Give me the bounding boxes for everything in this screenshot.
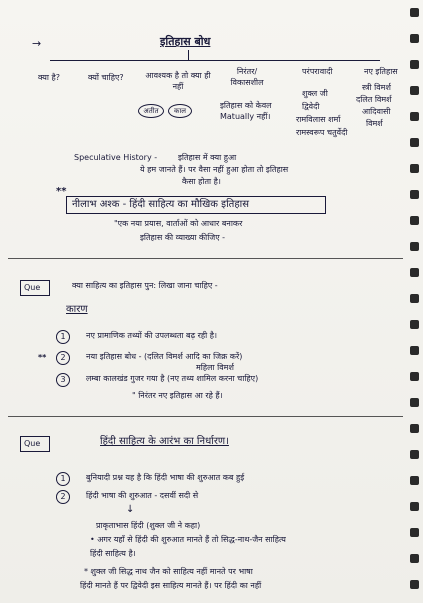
question-tag: Que [24,283,41,292]
circle-past: अतीत [138,104,164,118]
down-arrow: ↓ [126,504,135,515]
tree-connector [188,50,189,60]
binding-hole [410,450,419,459]
branch-necessary: आवश्यक है तो क्या ही नहीं [145,71,211,91]
note-line: * शुक्ल जी सिद्ध नाथ जैन को साहित्य नहीं मानते पर भाषा [84,567,253,576]
title-arrow: → [32,37,42,50]
speculative-line: ये हम जानते हैं। पर वैसा नहीं हुआ होता तो इतिहास [140,165,289,174]
traditional-item: शुक्ल जी [302,89,328,98]
binding-hole [410,268,419,277]
traditional-item: रामस्वरूप चतुर्वेदी [296,128,348,137]
point-text: बुनियादी प्रश्न यह है कि हिंदी भाषा की शुरुआत कब हुई [86,473,245,482]
point-text: लम्बा कालखंड गुजर गया है (नए तथ्य शामिल करना चाहिए) [86,374,259,383]
reason-heading: कारण [66,304,88,315]
point-number: 1 [56,330,70,344]
new-history-item: विमर्श [366,119,383,128]
star-note-line: "एक नया प्रयास, वार्ताओं को आधार बनाकर [114,219,243,228]
new-history-item: दलित विमर्श [356,95,392,104]
point-subtext: महिला विमर्श [196,363,234,372]
binding-hole [410,580,419,589]
binding-hole [410,346,419,355]
binding-hole [410,320,419,329]
binding-hole [410,190,419,199]
branch-why: क्यों चाहिए? [88,73,124,82]
binding-hole [410,138,419,147]
binding-hole [410,8,419,17]
star-note-line: इतिहास की व्याख्या कीजिए - [140,233,226,242]
prakrit-line: प्राकृताभास हिंदी (शुक्ल जी ने कहा) [96,521,201,530]
branch-what: क्या है? [38,73,61,82]
binding-hole [410,112,419,121]
binding-hole [410,242,419,251]
section-divider [8,258,403,259]
point-text: नया इतिहास बोध - (दलित विमर्श आदि का जिक्र करें) [86,352,243,361]
speculative-label: Speculative History - [74,153,158,162]
circle-time: काल [168,104,192,118]
traditional-item: द्विवेदी [302,102,320,111]
spiral-binding [409,4,419,599]
point-number: 1 [56,472,70,486]
binding-hole [410,34,419,43]
note-line: हिंदी मानते हैं पर द्विवेदी इस साहित्य मानते हैं। पर हिंदी का नहीं [80,581,262,590]
speculative-line: कैसा होता है। [182,177,221,186]
point-note: " निरंतर नए इतिहास आ रहे हैं। [132,391,223,400]
binding-hole [410,294,419,303]
binding-hole [410,554,419,563]
binding-hole [410,528,419,537]
note-line: हिंदी साहित्य है। [90,549,136,558]
traditional-item: रामविलास शर्मा [296,115,341,124]
point-text: नए प्रामाणिक तथ्यों की उपलब्धता बढ़ रही है। [86,331,218,340]
question-text: हिंदी साहित्य के आरंभ का निर्धारण। [100,436,229,447]
question-text: क्या साहित्य का इतिहास पुन: लिखा जाना चाहिए - [72,281,218,290]
binding-hole [410,502,419,511]
branch-continuous: निरंतर/ विकासशील [230,67,264,87]
binding-hole [410,86,419,95]
point-number: 2 [56,490,70,504]
binding-hole [410,476,419,485]
binding-hole [410,372,419,381]
branch-continuous-note: इतिहास को केवल Matually नहीं। [220,101,272,121]
binding-hole [410,398,419,407]
speculative-line: इतिहास में क्या हुआ [178,153,237,162]
branch-new-history: नए इतिहास [364,67,398,76]
section-divider [8,416,403,417]
new-history-item: आदिवासी [362,107,391,116]
branch-traditional: परंपरावादी [302,67,333,76]
star-mark: ** [38,353,47,362]
star-mark: ** [56,186,67,197]
point-number: 2 [56,351,70,365]
binding-hole [410,60,419,69]
new-history-item: स्त्री विमर्श [362,83,391,92]
point-number: 3 [56,373,70,387]
question-tag: Que [24,439,41,448]
binding-hole [410,216,419,225]
binding-hole [410,164,419,173]
tree-connector [50,60,380,61]
point-text: हिंदी भाषा की शुरुआत - दसवीं सदी से [86,491,199,500]
binding-hole [410,424,419,433]
page-title: इतिहास बोध [160,35,211,48]
note-line: • अगर यहाँ से हिंदी की शुरुआत मानते हैं तो सिद्ध-नाथ-जैन साहित्य [90,535,286,544]
boxed-note-text: नीलाभ अश्क - हिंदी साहित्य का मौखिक इतिहास [72,199,250,210]
